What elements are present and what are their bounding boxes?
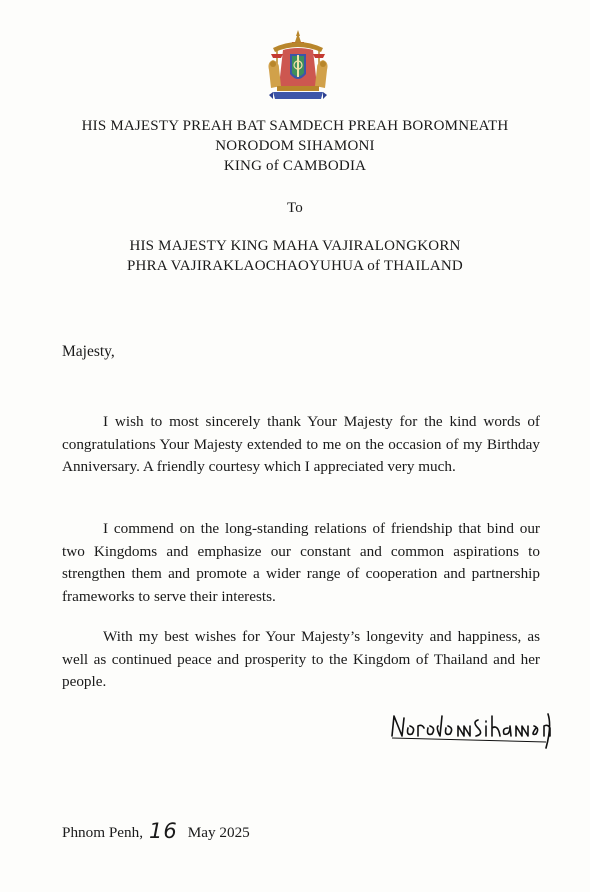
place-and-date [62,818,250,842]
handwritten-day: 16 [149,819,178,843]
sender-title-line-1: HIS MAJESTY PREAH BAT SAMDECH PREAH BOROMNEATH [81,118,509,134]
sender-title-line-3: KING of CAMBODIA [223,158,367,174]
body-paragraph-1: I wish to most sincerely thank Your Majesty for the kind words of congratulations Your Majesty extended to me on the occasion of my Birthday Anniversary. A friendly courtesy which I appreciated very much. [62,413,540,475]
month-year-label: May 2025 [187,824,250,841]
body-paragraph-3: With my best wishes for Your Majesty’s longevity and happiness, as well as continued peace and prosperity to the Kingdom of Thailand and her people. [62,628,540,690]
sender-title-line-2: NORODOM SIHAMONI [215,138,375,154]
recipient-title-line-2: PHRA VAJIRAKLAOCHAOYUHUA of THAILAND [127,258,463,274]
royal-coat-of-arms-icon [263,28,333,104]
addressee-to-label: To [286,200,303,216]
body-paragraph-2: I commend on the long-standing relations of friendship that bind our two Kingdoms and emphasize our constant and common aspirations to strengthen them and promote a wider range of cooperation and partnership frameworks to serve their interests. [62,520,540,605]
recipient-title-line-1: HIS MAJESTY KING MAHA VAJIRALONGKORN [129,238,461,254]
salutation: Majesty, [62,343,115,360]
place-label: Phnom Penh, [62,824,144,841]
handwritten-signature [386,706,554,754]
